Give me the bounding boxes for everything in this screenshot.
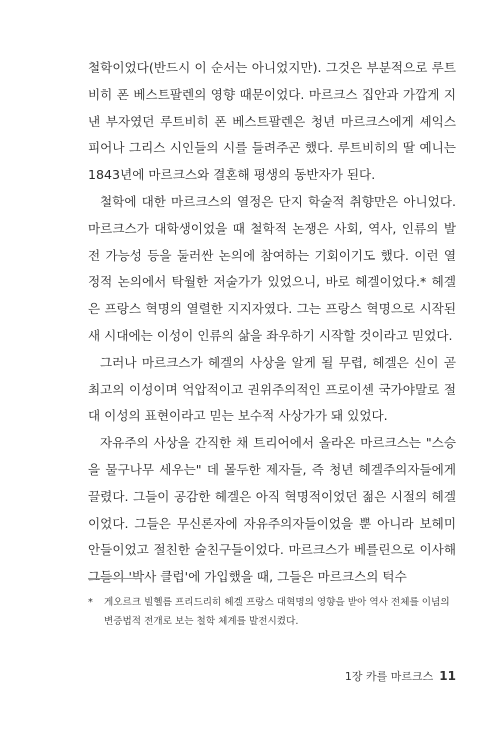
footnote-mark: * [88,597,93,608]
chapter-title: 1장 카를 마르크스 [344,670,434,683]
paragraph-3: 그러나 마르크스가 헤겔의 사상을 알게 될 무렵, 헤겔은 신이 곧 최고의 이성이며 억압적이고 권위주의적인 프로이센 국가야말로 절대 이성의 표현이라고 믿는 보수적 사상가가 돼 있었다. [88,354,456,424]
running-footer [345,668,456,684]
footnote-text: 게오르크 빌헬름 프리드리히 헤겔 프랑스 대혁명의 영향을 받아 역사 전체를 이념의 변증법적 전개로 보는 철학 체계를 발전시켰다. [104,597,450,627]
paragraph-2: 철학에 대한 마르크스의 열정은 단지 학술적 취향만은 아니었다. 마르크스가 대학생이었을 때 철학적 논쟁은 사회, 역사, 인류의 발전 가능성 등을 둘러싼 논의에 참여하는 기회이기도 했다. 이런 열정적 논의에서 탁월한 저술가가 있었으니, 바로 헤겔이었다.* 헤겔은 프랑스 혁명의 열렬한 지지자였다. 그는 프랑스 혁명으로 시작된 새 시대에는 이성이 인류의 삶을 좌우하기 시작할 것이라고 믿었다. [88,193,456,343]
footnote [88,593,456,631]
paragraph-4: 자유주의 사상을 간직한 채 트리어에서 올라온 마르크스는 "스승을 물구나무 세우는" 데 몰두한 제자들, 즉 청년 헤겔주의자들에게 끌렸다. 그들이 공감한 헤겔은 아직 혁명적이었던 젊은 시절의 헤겔이었다. 그들은 무신론자에 자유주의자들이었을 뿐 아니라 보헤미안들이었고 절친한 술친구들이었다. 마르크스가 베를린으로 이사해 그들의 '박사 클럽'에 가입했을 때, 그들은 마르크스의 턱수 [88,435,456,585]
footnote-divider [88,578,136,579]
page-number: 11 [439,669,456,683]
paragraph-1: 철학이었다(반드시 이 순서는 아니었지만). 그것은 부분적으로 루트비히 폰 베스트팔렌의 영향 때문이었다. 마르크스 집안과 가깝게 지낸 부자였던 루트비히 폰 베스트팔렌은 청년 마르크스에게 셰익스피어나 그리스 시인들의 시를 들려주곤 했다. 루트비히의 딸 예니는 1843년에 마르크스와 결혼해 평생의 동반자가 된다. [88,60,456,183]
body-text [88,55,456,591]
